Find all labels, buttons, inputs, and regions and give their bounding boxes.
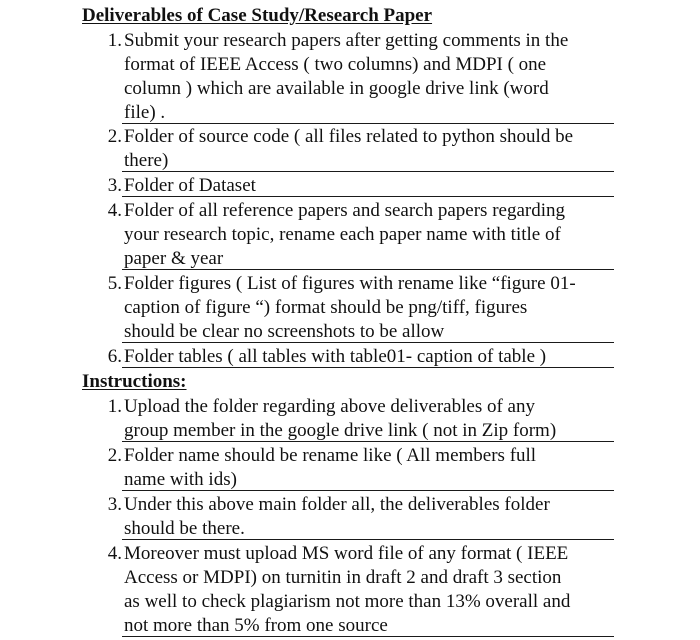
divider-rule: [122, 342, 614, 343]
divider-rule: [122, 123, 614, 124]
item-line: format of IEEE Access ( two columns) and MDPI ( one: [124, 54, 547, 75]
divider-rule: [122, 490, 614, 491]
item-number: 1.: [107, 396, 122, 417]
item-line: your research topic, rename each paper name with title of: [124, 224, 561, 245]
item-line: name with ids): [124, 469, 237, 490]
item-line: caption of figure “) format should be png/tiff, figures: [124, 297, 528, 318]
item-line: file) .: [124, 102, 166, 123]
item-line: Folder name should be rename like ( All members full: [124, 445, 537, 466]
item-line: Upload the folder regarding above deliverables of any: [124, 396, 535, 417]
item-line: not more than 5% from one source: [124, 615, 388, 636]
divider-rule: [122, 196, 614, 197]
item-number: 3.: [107, 494, 122, 515]
item-number: 4.: [107, 543, 122, 564]
item-number: 1.: [107, 30, 122, 51]
item-line: Folder of source code ( all files related to python should be: [124, 126, 574, 147]
item-line: should be there.: [124, 518, 245, 539]
item-line: Folder of all reference papers and search papers regarding: [124, 200, 565, 221]
instructions-heading: Instructions:: [82, 371, 187, 392]
item-number: 2.: [107, 126, 122, 147]
item-line: Access or MDPI) on turnitin in draft 2 and draft 3 section: [124, 567, 562, 588]
item-line: there): [124, 150, 169, 171]
item-number: 6.: [107, 346, 122, 367]
item-number: 3.: [107, 175, 122, 196]
item-line: paper & year: [124, 248, 224, 269]
item-line: Under this above main folder all, the deliverables folder: [124, 494, 550, 515]
divider-rule: [122, 269, 614, 270]
divider-rule: [122, 539, 614, 540]
divider-rule: [122, 367, 614, 368]
divider-rule: [122, 636, 614, 637]
item-line: column ) which are available in google drive link (word: [124, 78, 549, 99]
item-number: 4.: [107, 200, 122, 221]
item-line: group member in the google drive link ( not in Zip form): [124, 420, 557, 441]
divider-rule: [122, 171, 614, 172]
item-line: Folder tables ( all tables with table01- caption of table ): [124, 346, 547, 367]
item-line: Submit your research papers after getting comments in the: [124, 30, 569, 51]
item-line: Folder figures ( List of figures with rename like “figure 01-: [124, 273, 576, 294]
item-line: as well to check plagiarism not more than 13% overall and: [124, 591, 571, 612]
item-line: should be clear no screenshots to be allow: [124, 321, 445, 342]
item-line: Moreover must upload MS word file of any format ( IEEE: [124, 543, 569, 564]
item-line: Folder of Dataset: [124, 175, 256, 196]
deliverables-heading: Deliverables of Case Study/Research Paper: [82, 5, 433, 26]
item-number: 5.: [107, 273, 122, 294]
item-number: 2.: [107, 445, 122, 466]
divider-rule: [122, 441, 614, 442]
